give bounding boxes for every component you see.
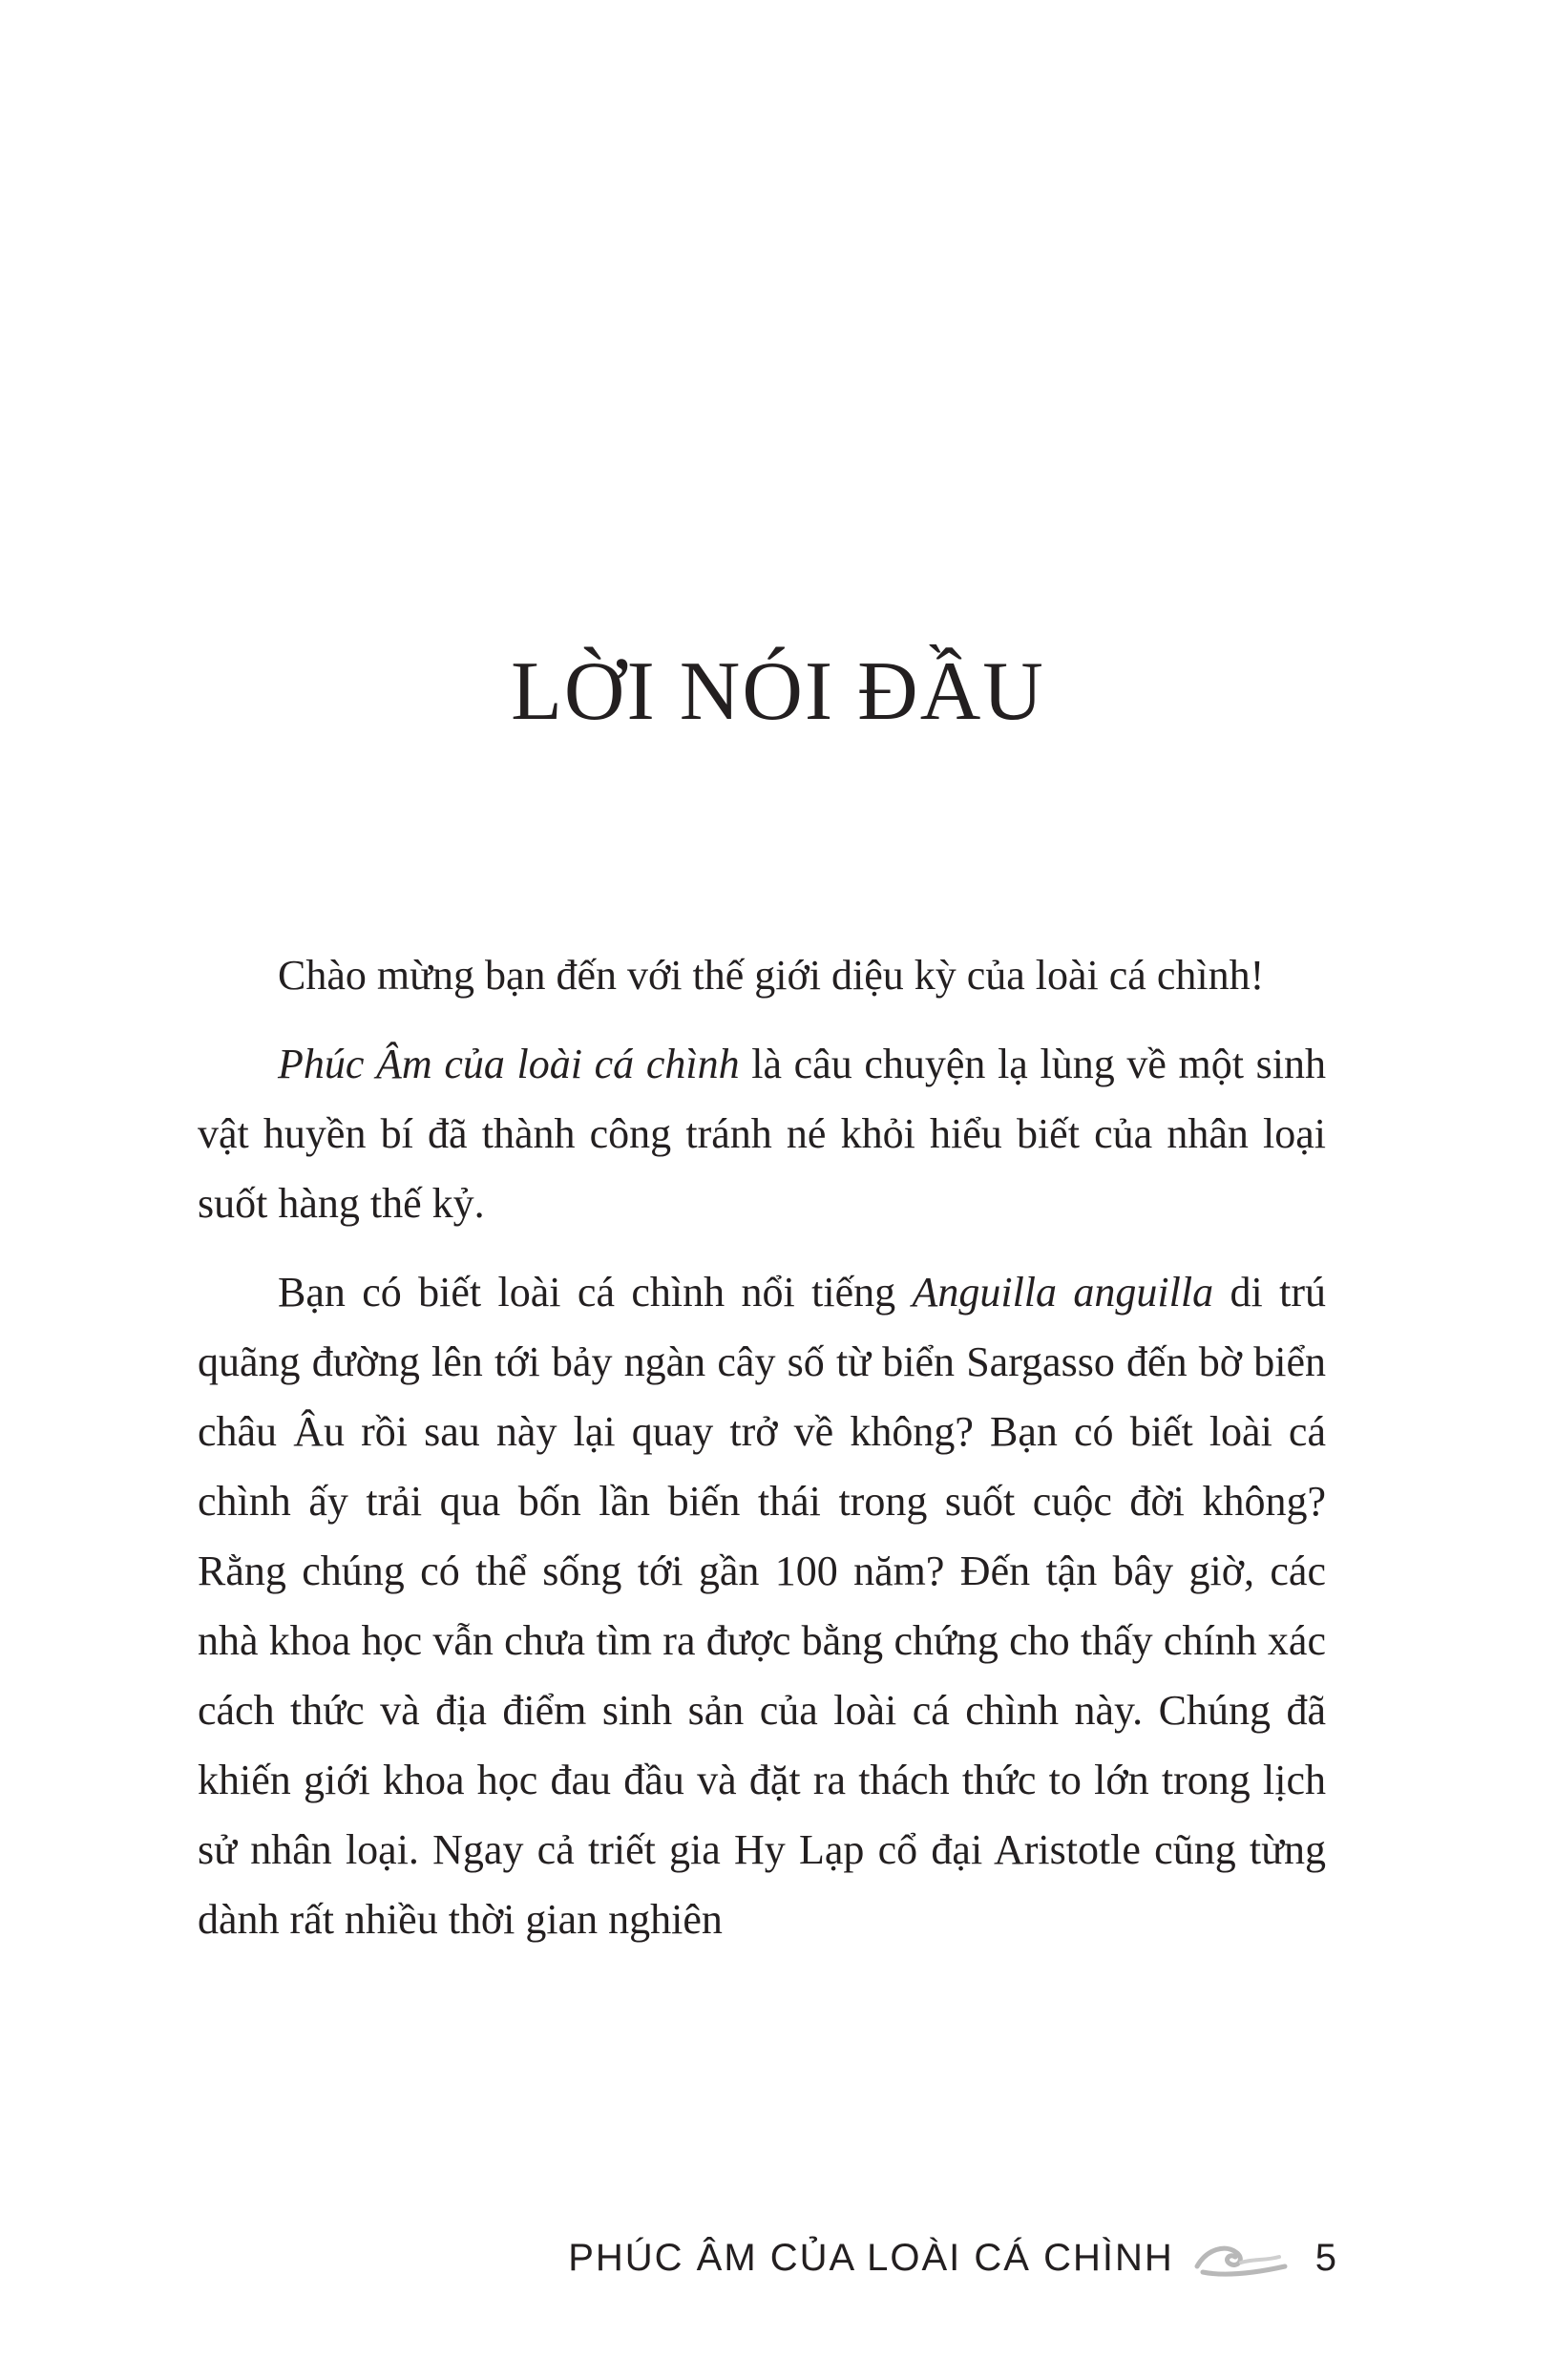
paragraph-3	[198, 1257, 1326, 1954]
page-footer	[515, 2224, 1336, 2291]
paragraph-1: Chào mừng bạn đến với thế giới diệu kỳ của loài cá chình!	[278, 952, 1265, 999]
book-title-italic: Phúc Âm của loài cá chình	[278, 1041, 740, 1087]
chapter-title: LỜI NÓI ĐẦU	[511, 645, 1045, 738]
body-text	[198, 940, 1326, 1973]
paragraph-3-start: Bạn có biết loài cá chình nổi tiếng	[278, 1269, 913, 1316]
species-name-italic: Anguilla anguilla	[912, 1269, 1214, 1316]
paragraph-2-text: là câu chuyện lạ lùng về một sinh vật huyền bí đã thành công tránh né khỏi hiểu biết của nhân loại suốt hàng thế kỷ.	[198, 1041, 1326, 1227]
wave-ornament-icon	[1193, 2234, 1289, 2282]
page-number: 5	[1314, 2236, 1336, 2279]
running-title: PHÚC ÂM CỦA LOÀI CÁ CHÌNH	[568, 2236, 1174, 2279]
paragraph-2	[198, 1029, 1326, 1238]
paragraph-3-text: di trú quãng đường lên tới bảy ngàn cây số từ biển Sargasso đến bờ biển châu Âu rồi sau này lại quay trở về không? Bạn có biết loài cá chình ấy trải qua bốn lần biến thái trong suốt cuộc đời không? Rằng chúng có thể sống tới gần 100 năm? Đến tận bây giờ, các nhà khoa học vẫn chưa tìm ra được bằng chứng cho thấy chính xác cách thức và địa điểm sinh sản của loài cá chình này. Chúng đã khiến giới khoa học đau đầu và đặt ra thách thức to lớn trong lịch sử nhân loại. Ngay cả triết gia Hy Lạp cổ đại Aristotle cũng từng dành rất nhiều thời gian nghiên	[198, 1269, 1326, 1943]
